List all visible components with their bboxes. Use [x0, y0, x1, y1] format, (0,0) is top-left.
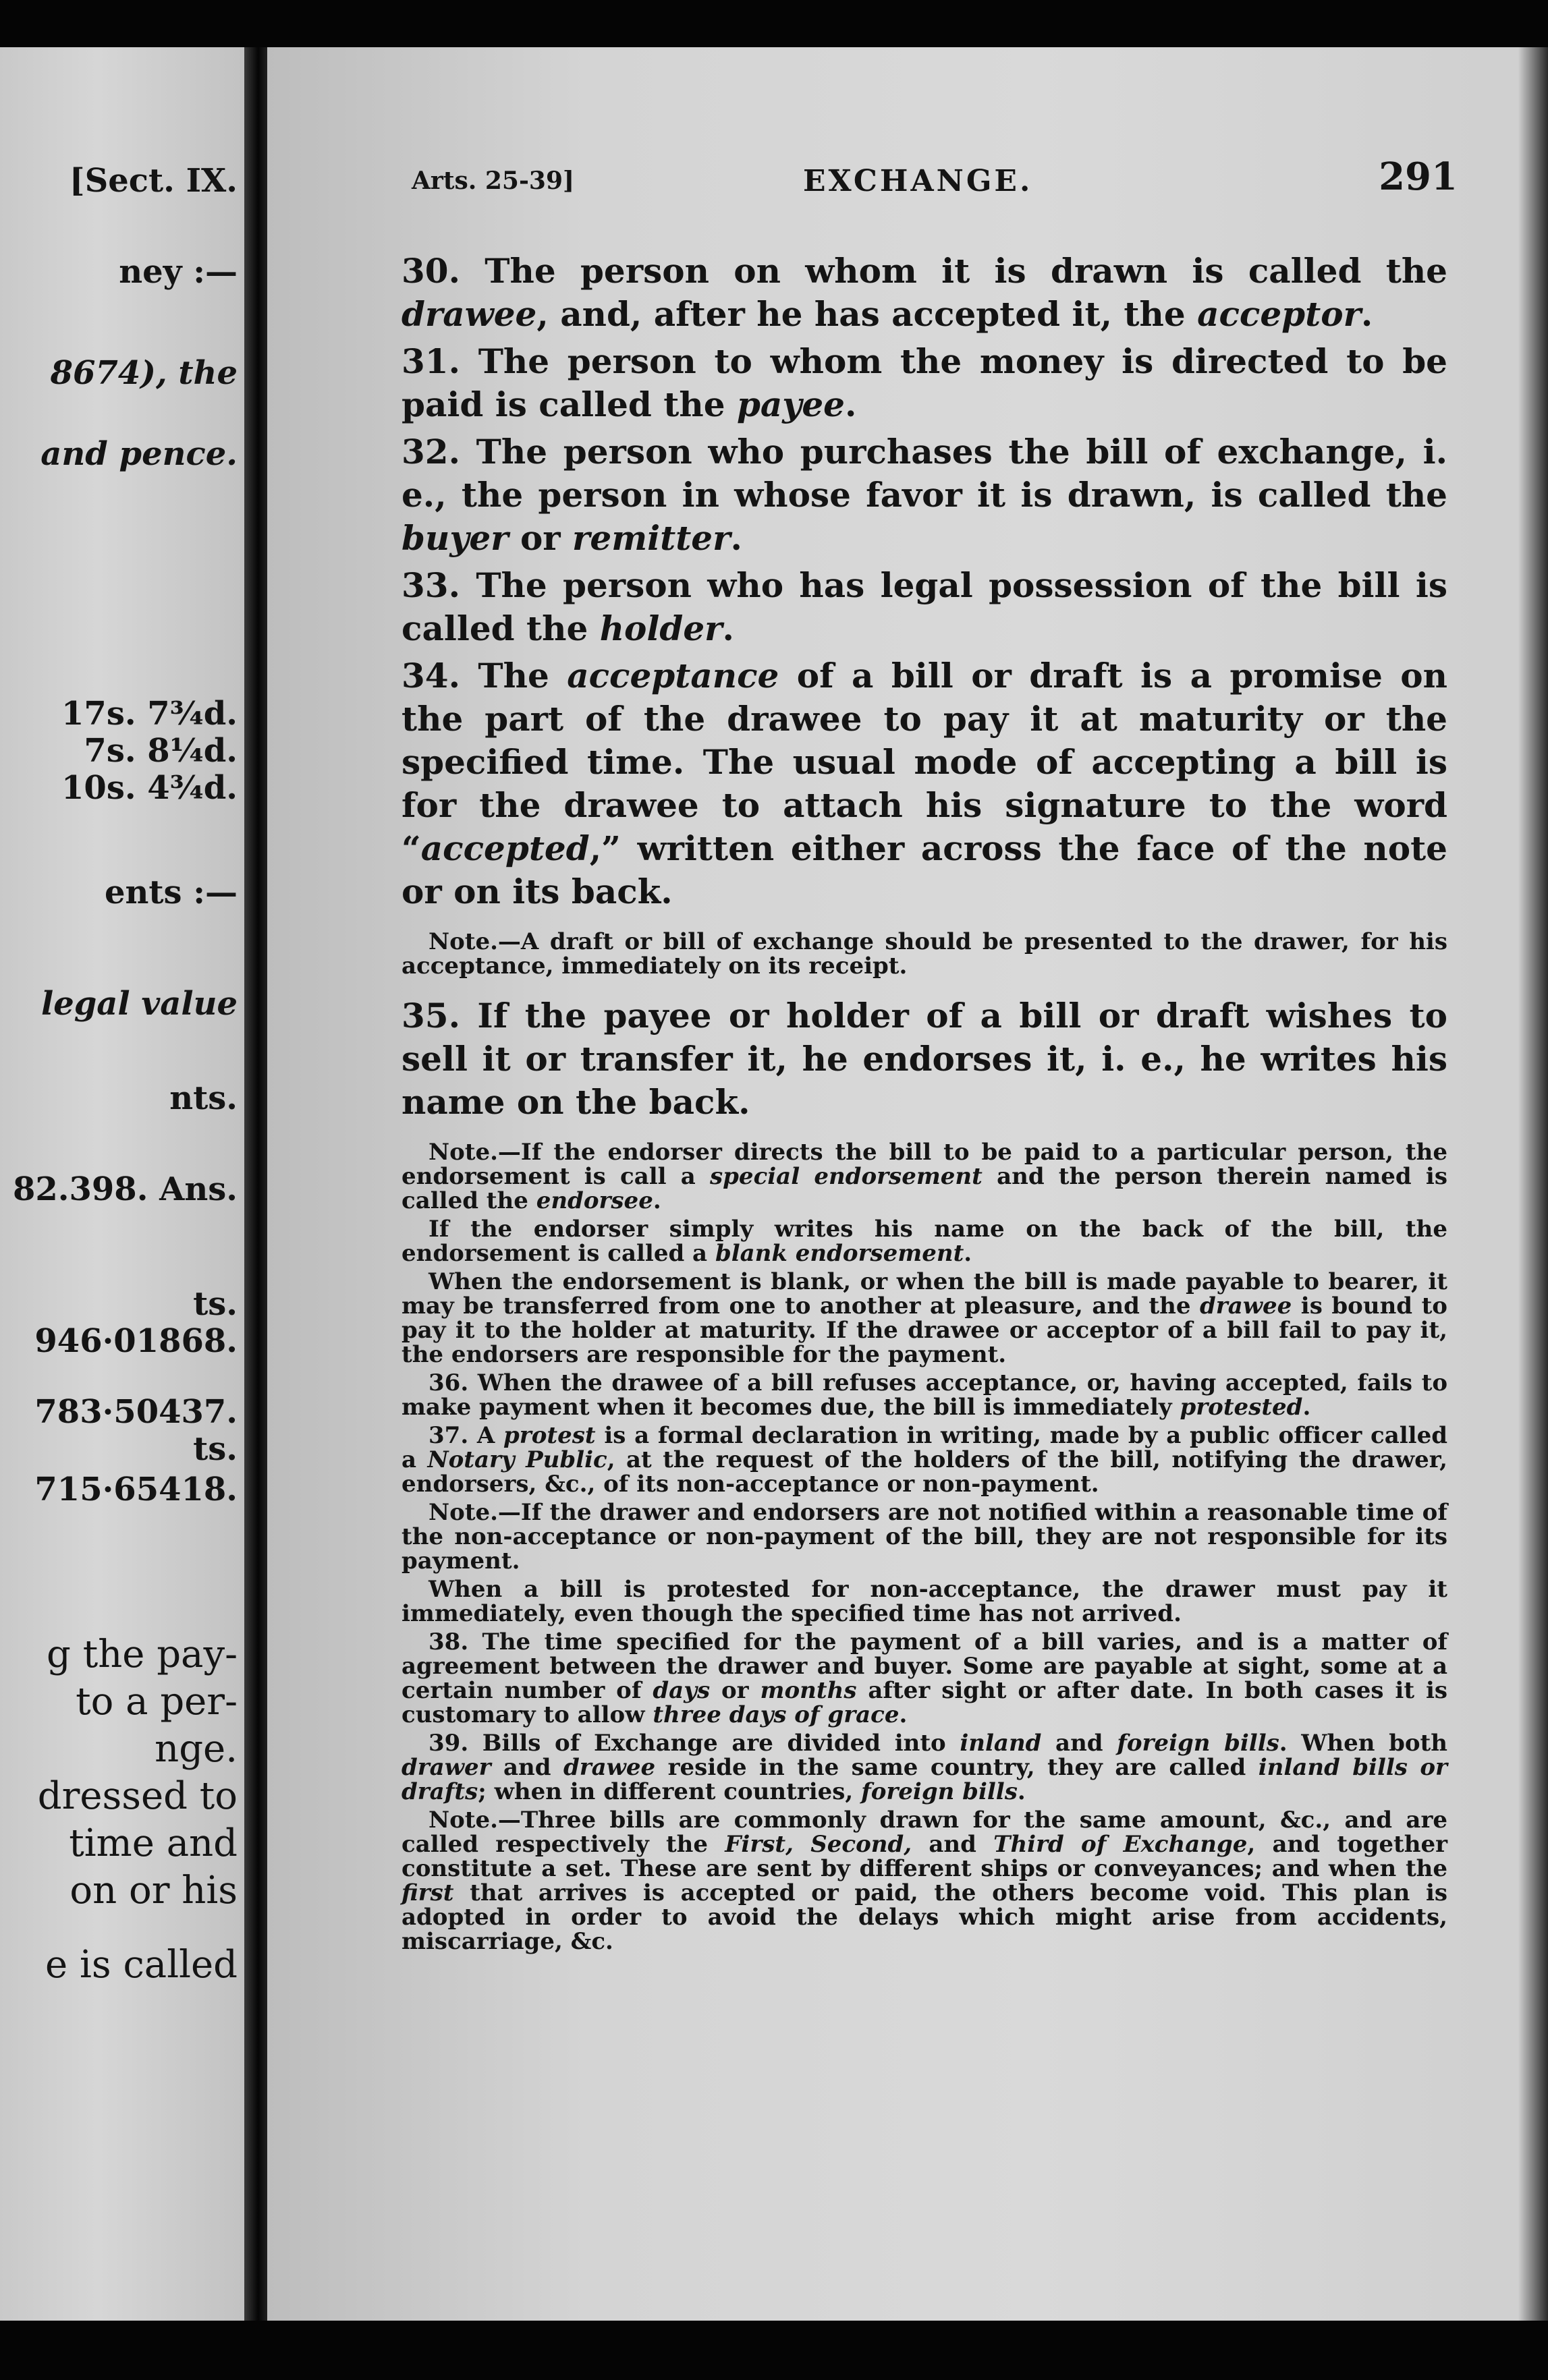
- book-gutter: [244, 47, 267, 2321]
- previous-page-fragment: [0, 47, 244, 2321]
- article-38: 38. The time specified for the payment of a bill varies, and is a matter of agreement between the drawer and buyer. Some are payable at sight, some at a certain number of days or months after sight or after date. In both cases it is customary to allow three days of grace.: [402, 1628, 1448, 1728]
- previous-page-line: and pence.: [40, 435, 238, 473]
- page-body: [402, 250, 1447, 1958]
- page-number: 291: [1379, 154, 1458, 199]
- previous-page-line: 10s. 4¾d.: [61, 769, 238, 807]
- previous-page-line: time and: [69, 1821, 238, 1865]
- previous-page-line: legal value: [40, 985, 238, 1023]
- article-32: 32. The person who purchases the bill of exchange, i. e., the person in whose favor it is drawn, is called the buyer or remitter.: [402, 432, 1447, 558]
- previous-page-line: ts.: [193, 1430, 238, 1468]
- article-33: 33. The person who has legal possession of the bill is called the holder.: [402, 565, 1447, 648]
- previous-page-line: [Sect. IX.: [69, 162, 238, 200]
- page-right-edge: [1518, 47, 1548, 2321]
- article-30: 30. The person on whom it is drawn is called the drawee, and, after he has accepted it, the acceptor.: [402, 251, 1447, 334]
- note-acceptance: Note.—A draft or bill of exchange should be presented to the drawer, for his acceptance, immediately on its receipt.: [402, 928, 1447, 980]
- previous-page-line: to a per-: [76, 1680, 238, 1724]
- note-special-endorsement: Note.—If the endorser directs the bill to be paid to a particular person, the endorsement is call a special endorsement and the person therein named is called the endorsee.: [402, 1139, 1447, 1214]
- previous-page-line: nge.: [155, 1727, 238, 1771]
- article-31: 31. The person to whom the money is directed to be paid is called the payee.: [402, 341, 1447, 424]
- running-head-articles: Arts. 25-39]: [412, 167, 575, 195]
- previous-page-line: 82.398. Ans.: [13, 1170, 238, 1208]
- previous-page-line: nts.: [169, 1079, 238, 1117]
- previous-page-line: 7s. 8¼d.: [84, 732, 238, 770]
- previous-page-line: 715·65418.: [34, 1471, 238, 1508]
- previous-page-line: ts.: [193, 1285, 238, 1323]
- transfer-paragraph: When the endorsement is blank, or when the bill is made payable to bearer, it may be transferred from one to another at pleasure, and the drawee is bound to pay it to the holder at maturity. If the drawee or acceptor of a bill fail to pay it, the endorsers are responsible for the payment.: [402, 1268, 1447, 1368]
- previous-page-line: 17s. 7¾d.: [61, 695, 238, 733]
- note-notification: Note.—If the drawer and endorsers are not notified within a reasonable time of the non-acceptance or non-payment of the bill, they are not responsible for its payment.: [402, 1499, 1447, 1575]
- note-sets-of-exchange: Note.—Three bills are commonly drawn for the same amount, &c., and are called respectively the First, Second, and Third of Exchange, and together constitute a set. These are sent by different ships or conveyances; and when the first that arrives is accepted or paid, the others become void. This plan is adopted in order to avoid the delays which might arise from accidents, miscarriage, &c.: [402, 1807, 1447, 1955]
- article-35: 35. If the payee or holder of a bill or draft wishes to sell it or transfer it, he endorses it, i. e., he writes his name on the back.: [402, 996, 1447, 1122]
- previous-page-line: ney :—: [119, 253, 238, 291]
- article-37: 37. A protest is a formal declaration in writing, made by a public officer called a Notary Public, at the request of the holders of the bill, notifying the drawer, endorsers, &c., of its non-acceptance or non-payment.: [402, 1422, 1447, 1498]
- blank-endorsement: If the endorser simply writes his name on the back of the bill, the endorsement is called a blank endorsement.: [402, 1216, 1447, 1267]
- previous-page-line: ents :—: [104, 874, 238, 911]
- scan-bottom-border: [0, 2321, 1548, 2380]
- previous-page-line: g the pay-: [47, 1633, 238, 1676]
- article-36: 36. When the drawee of a bill refuses acceptance, or, having accepted, fails to make payment when it becomes due, the bill is immediately protested.: [402, 1369, 1447, 1421]
- previous-page-line: 8674), the: [50, 354, 238, 392]
- previous-page-line: 783·50437.: [34, 1393, 238, 1431]
- article-34: 34. The acceptance of a bill or draft is a promise on the part of the drawee to pay it at maturity or the specified time. The usual mode of accepting a bill is for the drawee to attach his signature to the word “accepted,” written either across the face of the note or on its back.: [402, 656, 1448, 911]
- previous-page-line: e is called: [45, 1943, 238, 1987]
- running-head: [412, 154, 1458, 206]
- scan-top-border: [0, 0, 1548, 47]
- protested-paragraph: When a bill is protested for non-acceptance, the drawer must pay it immediately, even though the specified time has not arrived.: [402, 1576, 1447, 1627]
- article-39: 39. Bills of Exchange are divided into inland and foreign bills. When both drawer and drawee reside in the same country, they are called inland bills or drafts; when in different countries, foreign bills.: [402, 1730, 1447, 1805]
- previous-page-line: on or his: [70, 1869, 238, 1913]
- previous-page-line: dressed to: [37, 1774, 238, 1818]
- running-head-title: EXCHANGE.: [803, 164, 1033, 198]
- previous-page-line: 946·01868.: [34, 1322, 238, 1360]
